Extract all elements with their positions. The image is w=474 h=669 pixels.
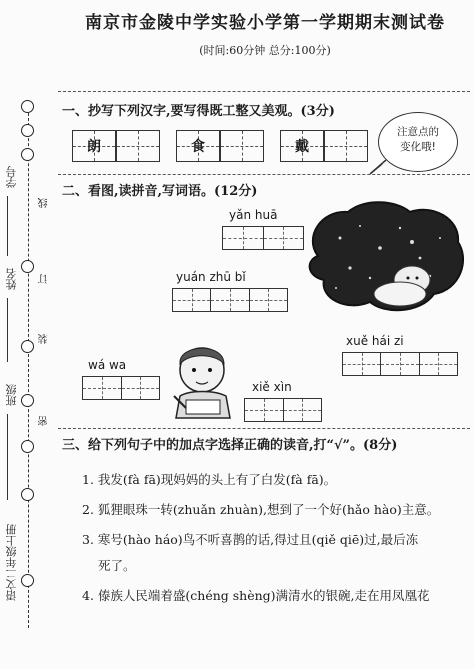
- question-1: 1. 我发(fà fā)现妈妈的头上有了白发(fà fā)。: [82, 472, 337, 487]
- boy-writing-illustration: [160, 336, 244, 420]
- binding-hole: [21, 440, 34, 453]
- char-box: 朗: [72, 130, 116, 162]
- answer-grid[interactable]: [342, 352, 458, 376]
- question-2: 2. 狐狸眼珠一转(zhuǎn zhuàn),想到了一个好(hǎo hào)主意。: [82, 502, 440, 517]
- binding-hole: [21, 340, 34, 353]
- pinyin: xuě hái zi: [346, 334, 404, 348]
- answer-grid[interactable]: [172, 288, 288, 312]
- binding-hole: [21, 574, 34, 587]
- char-box-blank[interactable]: [116, 130, 160, 162]
- answer-grid[interactable]: [82, 376, 160, 400]
- night-sky-illustration: [300, 198, 468, 318]
- question-3: 3. 寒号(hào háo)鸟不听喜鹊的话,得过且(qiě qiē)过,最后冻: [82, 532, 419, 547]
- separator: [58, 428, 470, 429]
- name-label: 姓名: [5, 268, 18, 290]
- char-box: 戴: [280, 130, 324, 162]
- class-label: 班级: [5, 384, 18, 406]
- binding-line: [28, 108, 29, 628]
- char-box-blank[interactable]: [220, 130, 264, 162]
- question-3-cont: 死了。: [98, 558, 136, 573]
- answer-grid[interactable]: [222, 226, 304, 250]
- cut-word: 订: [39, 274, 50, 284]
- pinyin: yǎn huā: [229, 208, 278, 222]
- char-box: 食: [176, 130, 220, 162]
- pinyin: xiě xìn: [252, 380, 292, 394]
- section3-heading: 三、给下列句子中的加点字选择正确的读音,打“√”。(8分): [62, 438, 398, 453]
- section2-heading: 二、看图,读拼音,写词语。(12分): [62, 184, 258, 199]
- student-number-line[interactable]: [7, 196, 9, 256]
- separator: [58, 174, 470, 175]
- separator: [58, 91, 470, 92]
- pinyin: wá wa: [88, 358, 127, 372]
- char-box-blank[interactable]: [324, 130, 368, 162]
- binding-hole: [21, 488, 34, 501]
- page-title: 南京市金陵中学实验小学第一学期期末测试卷: [85, 13, 445, 33]
- pinyin: yuán zhū bǐ: [176, 270, 246, 284]
- cut-word: 线: [39, 198, 50, 208]
- hint-bubble: 注意点的 变化哦!: [378, 112, 458, 172]
- answer-grid[interactable]: [244, 398, 322, 422]
- cut-word: 密: [39, 416, 50, 426]
- binding-hole: [21, 124, 34, 137]
- cut-word: 装: [39, 334, 50, 344]
- binding-hole: [21, 260, 34, 273]
- binding-hole: [21, 394, 34, 407]
- student-number-label: 学号: [5, 166, 18, 188]
- exam-meta: (时间:60分钟 总分:100分): [199, 44, 331, 57]
- binding-hole: [21, 148, 34, 161]
- subject-label: 语文二年级上册: [5, 524, 18, 601]
- name-line[interactable]: [7, 298, 9, 362]
- section1-heading: 一、抄写下列汉字,要写得既工整又美观。(3分): [62, 104, 335, 119]
- class-line[interactable]: [7, 414, 9, 500]
- binding-hole: [21, 100, 34, 113]
- question-4: 4. 傣族人民端着盛(chéng shèng)满清水的银碗,走在用凤凰花: [82, 588, 430, 603]
